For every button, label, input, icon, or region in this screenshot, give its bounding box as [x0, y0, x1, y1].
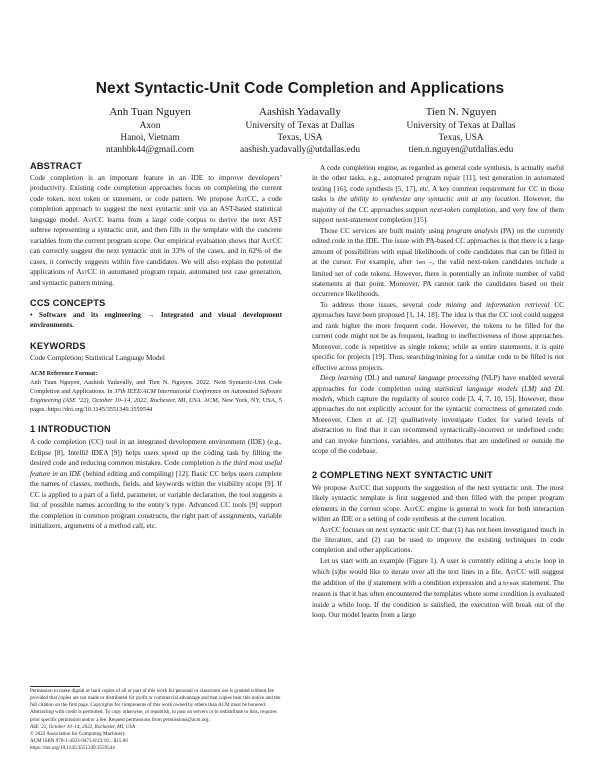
author-name: Anh Tuan Nguyen	[109, 106, 191, 118]
body-paragraph: We propose AstCC that supports the suggestion of the next syntactic unit. The most likely syntactic template is first suggested and then filled with the proper program elements in the current scope. AstCC engine is general to work for both interaction within an IDE or a setting of code synthesis at the current location.	[312, 483, 564, 524]
body-paragraph: AstCC focuses on next syntactic unit CC that (1) has not been investigated much in the literature, and (2) can be used to improve the existing techniques in code completion and other applications.	[312, 525, 564, 555]
body-paragraph: To address those issues, several code mining and information retrieval CC approaches have been proposed [1, 14, 18]. The idea is that the CC tool could suggest and rank higher the more frequent code. However, the tokens to be filled for the current code might not be as frequent, leading to ineffectiveness of those approaches. Moreover, code is repetitive as single tokens; while as entire statements, it is quite specific for projects [19]. Thus, searching/mining for a similar code to be filled is not effective across projects.	[312, 300, 565, 372]
body-paragraph: Those CC services are built mainly using program analysis (PA) on the currently edited code in the IDE. The issue with PA-based CC approaches is that there is a large amount of possibilities with equal likelihoods of code candidates that can be filled in at the cursor. For example, after len –, the valid next-token candidates include a limited set of code tokens. However, there is potentially an infinite number of valid statements at that point. Moreover, PA cannot rank the candidates based on their occurrence likelihoods.	[312, 226, 564, 299]
author-location: Texas, USA	[438, 133, 484, 144]
body-paragraph: Deep learning (DL) and natural language processing (NLP) have enabled several approaches for code completion using statistical language models (LM) and DL models, which capture the regularity of source code [3, 4, 7, 10, 15]. However, these approaches do not explicitly account for the syntactic correctness of generated code. Moreover, Chen et al. [2] qualitatively investigate Codex for varied levels of abstraction to find that it can recommend syntactically-incorrect or undefined code; and can invoke functions, variables, and attributes that are undefined or outside the scope of the codebase.	[312, 374, 565, 456]
author-name: Aashish Yadavally	[259, 106, 341, 118]
permission-text: Permission to make digital or hard copies of all or part of this work for personal or classroom use is granted without fee provided that copies are not made or distributed for profit or commercial advantage and that copies bear this notice and the full citation on the first page. Copyrights for components of this work owned by others than ACM must be honored. Abstracting with credit is permitted. To copy otherwise, or republish, to post on servers or to redistribute to lists, requires prior specific permission and/or a fee. Request permissions from permissions@acm.org.	[30, 688, 281, 723]
author-email: ntanhbk44@gmail.com	[105, 145, 195, 156]
right-column	[312, 163, 564, 621]
author-block	[361, 106, 561, 157]
author-affiliation: University of Texas at Dallas	[406, 121, 516, 131]
acm-ref-heading: ACM Reference Format:	[30, 370, 98, 378]
doi-line: https://doi.org/10.1145/3551349.3559544	[30, 745, 115, 752]
abstract-heading: ABSTRACT	[30, 161, 83, 171]
abstract-text: Code completion is an important feature in an IDE to improve developers’ productivity. Existing code completion approaches focus on completing the current code token, next token or statement, or code pattern. We propose AstCC, a code completion approach to suggest the next syntactic unit via an AST-based statistical language model. AstCC learns from a large code corpus to derive the next AST subtree representing a syntactic unit, and then fills in the template with the concrete variables from the current program scope. Our empirical evaluation shows that AstCC can correctly suggest the next syntactic unit in 33% of the cases, and in 62% of the cases, it correctly suggests within five candidates. We will also explain the potential applications of AstCC in automated program repair, automated test case generation, and syntactic pattern mining.	[30, 174, 282, 287]
section2-heading: 2 COMPLETING NEXT SYNTACTIC UNIT	[312, 469, 493, 480]
body-paragraph: A code completion engine, as regarded as general code synthesis, is actually useful in the other tasks, e.g., automated program repair [11], test generation in automated testing [16], code synthesis [5, 17], etc. A key common requirement for CC in those tasks is the ability to synthesize any syntactic unit at any location. However, the majority of the CC approaches support next-token completion, and very few of them support next-statement completion [15].	[312, 164, 564, 225]
footnote-rule	[30, 686, 80, 687]
author-name: Tien N. Nguyen	[425, 106, 497, 118]
intro-heading: 1 INTRODUCTION	[30, 424, 111, 435]
ccs-concepts: • Software and its engineering → Integrated and visual development environments.	[30, 310, 282, 330]
body-paragraph: Let us start with an example (Figure 1). A user is currently editing a while loop in which (s)he would like to iterate over all the text lines in a file. AstCC will suggest the addition of the if statement with a condition expression and a break statement. The reason is that it has often encountered the templates where some condition is evaluated inside a while loop. If the condition is satisfied, the execution will break out of the loop. Our model learns from a large	[312, 556, 564, 620]
copyright-line: © 2022 Association for Computing Machinery.	[30, 730, 127, 737]
permission-block	[30, 688, 282, 752]
author-location: Texas, USA	[277, 133, 323, 144]
ccs-heading: CCS CONCEPTS	[30, 297, 106, 308]
venue-line: ASE '22, October 10–14, 2022, Rochester, MI, USA	[30, 723, 135, 730]
paper-title: Next Syntactic-Unit Code Completion and Applications	[95, 80, 505, 97]
keywords-heading: KEYWORDS	[30, 340, 86, 351]
author-email: tien.n.nguyen@utdallas.edu	[408, 145, 514, 156]
author-location: Hanoi, Vietnam	[120, 133, 180, 144]
author-affiliation: University of Texas at Dallas	[245, 121, 355, 131]
author-email: aashish.yadavally@utdallas.edu	[239, 145, 361, 156]
keywords-text: Code Completion; Statistical Language Model	[30, 353, 165, 362]
author-affiliation: Axon	[139, 121, 161, 131]
left-column	[30, 160, 282, 531]
intro-paragraph: A code completion (CC) tool in an integrated development environment (IDE) (e.g., Eclipse [8], IntelliJ IDEA [9]) helps users speed up the coding task by filling the desired code and reducing common mistakes. Code completion is the third most useful feature in an IDE (behind editing and compiling) [12]. Basic CC helps users complete the names of classes, methods, fields, and keywords within the visibility scope [9]. If CC is applied to a part of a field, parameter, or variable declaration, the tool suggests a list of possible names according to the entity’s type. Advanced CC tools [9] support the completion in common program constructs, the right part of assignments, variable initializers, arguments of a method call, etc.	[30, 438, 282, 530]
acm-reference: Anh Tuan Nguyen, Aashish Yadavally, and Tien N. Nguyen. 2022. Next Syntactic-Unit Code Completion and Applications. In 37th IEEE/ACM International Conference on Automated Software Engineering (ASE ’22), October 10–14, 2022, Rochester, MI, USA. ACM, New York, NY, USA, 5 pages. https://doi.org/10.1145/3551349.3559544	[30, 379, 282, 414]
isbn-line: ACM ISBN 978-1-4503-9475-8/22/10…$15.00	[30, 738, 128, 745]
